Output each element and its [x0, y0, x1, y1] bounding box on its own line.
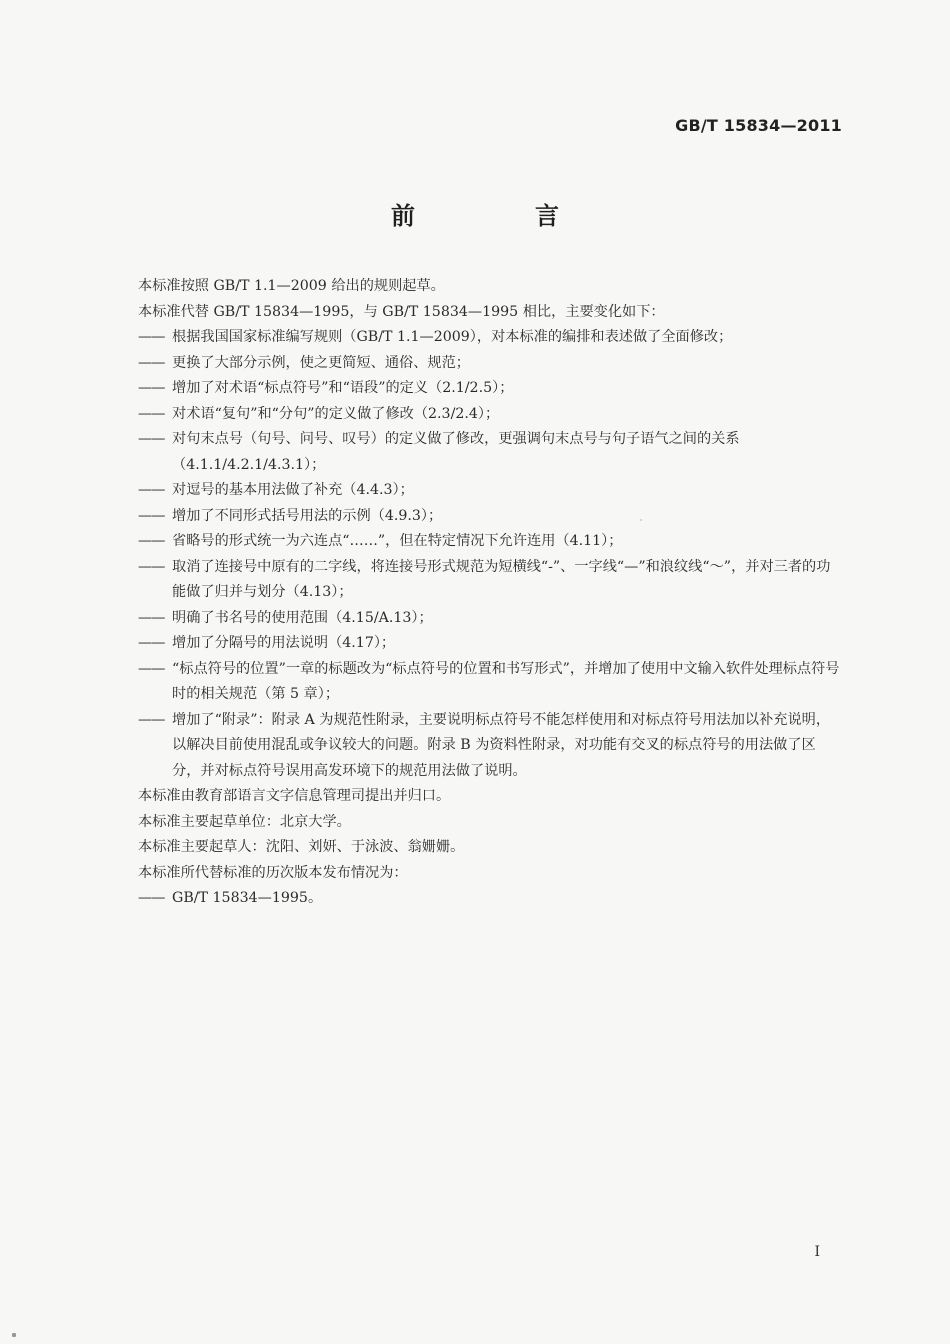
list-item-text: 增加了分隔号的用法说明（4.17）； [172, 635, 396, 651]
list-item [138, 351, 842, 377]
list-item [138, 708, 842, 785]
changes-list [138, 325, 842, 784]
list-item [138, 529, 842, 555]
dash-marker: —— [138, 380, 165, 396]
list-item [138, 631, 842, 657]
dash-marker: —— [138, 890, 165, 906]
document-body [138, 274, 842, 912]
history-item [138, 886, 842, 912]
list-item [138, 402, 842, 428]
paragraph-drafting-rules: 本标准按照 GB/T 1.1—2009 给出的规则起草。 [138, 278, 445, 294]
list-item [138, 555, 842, 606]
page-title: 前 言 [391, 202, 607, 230]
list-item-text: 根据我国国家标准编写规则（GB/T 1.1—2009），对本标准的编排和表述做了全面修改； [172, 329, 733, 345]
dash-marker: —— [138, 329, 165, 345]
dash-marker: —— [138, 354, 165, 371]
list-item-text: 取消了连接号中原有的二字线，将连接号形式规范为短横线“-”、一字线“—”和浪纹线“～”，并对三者的功能做了归并与划分（4.13）； [172, 558, 831, 600]
list-item-text: 增加了“附录”：附录 A 为规范性附录，主要说明标点符号不能怎样使用和对标点符号用法加以补充说明，以解决目前使用混乱或争议较大的问题。附录 B 为资料性附录，对功能有交叉的标点符号的用法做了区分，并对标点符号误用高发环境下的规范用法做了说明。 [172, 711, 831, 779]
standard-code: GB/T 15834—2011 [675, 116, 842, 135]
scan-speck [640, 519, 642, 521]
list-item [138, 478, 842, 504]
history-item-text: GB/T 15834—1995。 [172, 890, 323, 906]
list-item-text: 对术语“复句”和“分句”的定义做了修改（2.3/2.4）； [172, 405, 500, 422]
list-item [138, 427, 842, 478]
paragraph-replacement: 本标准代替 GB/T 15834—1995，与 GB/T 15834—1995 相比，主要变化如下： [138, 303, 665, 320]
dash-marker: —— [138, 558, 165, 575]
paragraph-history: 本标准所代替标准的历次版本发布情况为： [138, 864, 408, 881]
list-item [138, 657, 842, 708]
paragraph-drafting-unit: 本标准主要起草单位：北京大学。 [138, 813, 351, 830]
list-item-text: 省略号的形式统一为六连点“……”，但在特定情况下允许连用（4.11）； [172, 533, 623, 549]
list-item-text: 对逗号的基本用法做了补充（4.4.3）； [172, 482, 414, 498]
list-item [138, 325, 842, 351]
list-item-text: 明确了书名号的使用范围（4.15/A.13）； [172, 609, 433, 626]
paragraph-drafters: 本标准主要起草人：沈阳、刘妍、于泳波、翁姗姗。 [138, 839, 465, 855]
paragraph-proposer: 本标准由教育部语言文字信息管理司提出并归口。 [138, 788, 451, 804]
list-item-text: 增加了不同形式括号用法的示例（4.9.3）； [172, 507, 443, 524]
scan-speck [12, 1333, 16, 1337]
dash-marker: —— [138, 405, 165, 422]
dash-marker: —— [138, 660, 165, 677]
list-item [138, 376, 842, 402]
list-item-text: 增加了对术语“标点符号”和“语段”的定义（2.1/2.5）； [172, 380, 514, 396]
dash-marker: —— [138, 609, 165, 626]
list-item [138, 606, 842, 632]
dash-marker: —— [138, 431, 165, 447]
dash-marker: —— [138, 711, 165, 728]
page-number: I [814, 1244, 820, 1260]
list-item-text: 对句末点号（句号、问号、叹号）的定义做了修改，更强调句末点号与句子语气之间的关系（4.1.1/4.2.1/4.3.1）； [172, 431, 740, 473]
list-item-text: 更换了大部分示例，使之更简短、通俗、规范； [172, 354, 470, 371]
dash-marker: —— [138, 507, 165, 524]
dash-marker: —— [138, 482, 165, 498]
dash-marker: —— [138, 533, 165, 549]
list-item-text: “标点符号的位置”一章的标题改为“标点符号的位置和书写形式”，并增加了使用中文输入软件处理标点符号时的相关规范（第 5 章）； [172, 660, 840, 702]
dash-marker: —— [138, 635, 165, 651]
list-item [138, 504, 842, 530]
